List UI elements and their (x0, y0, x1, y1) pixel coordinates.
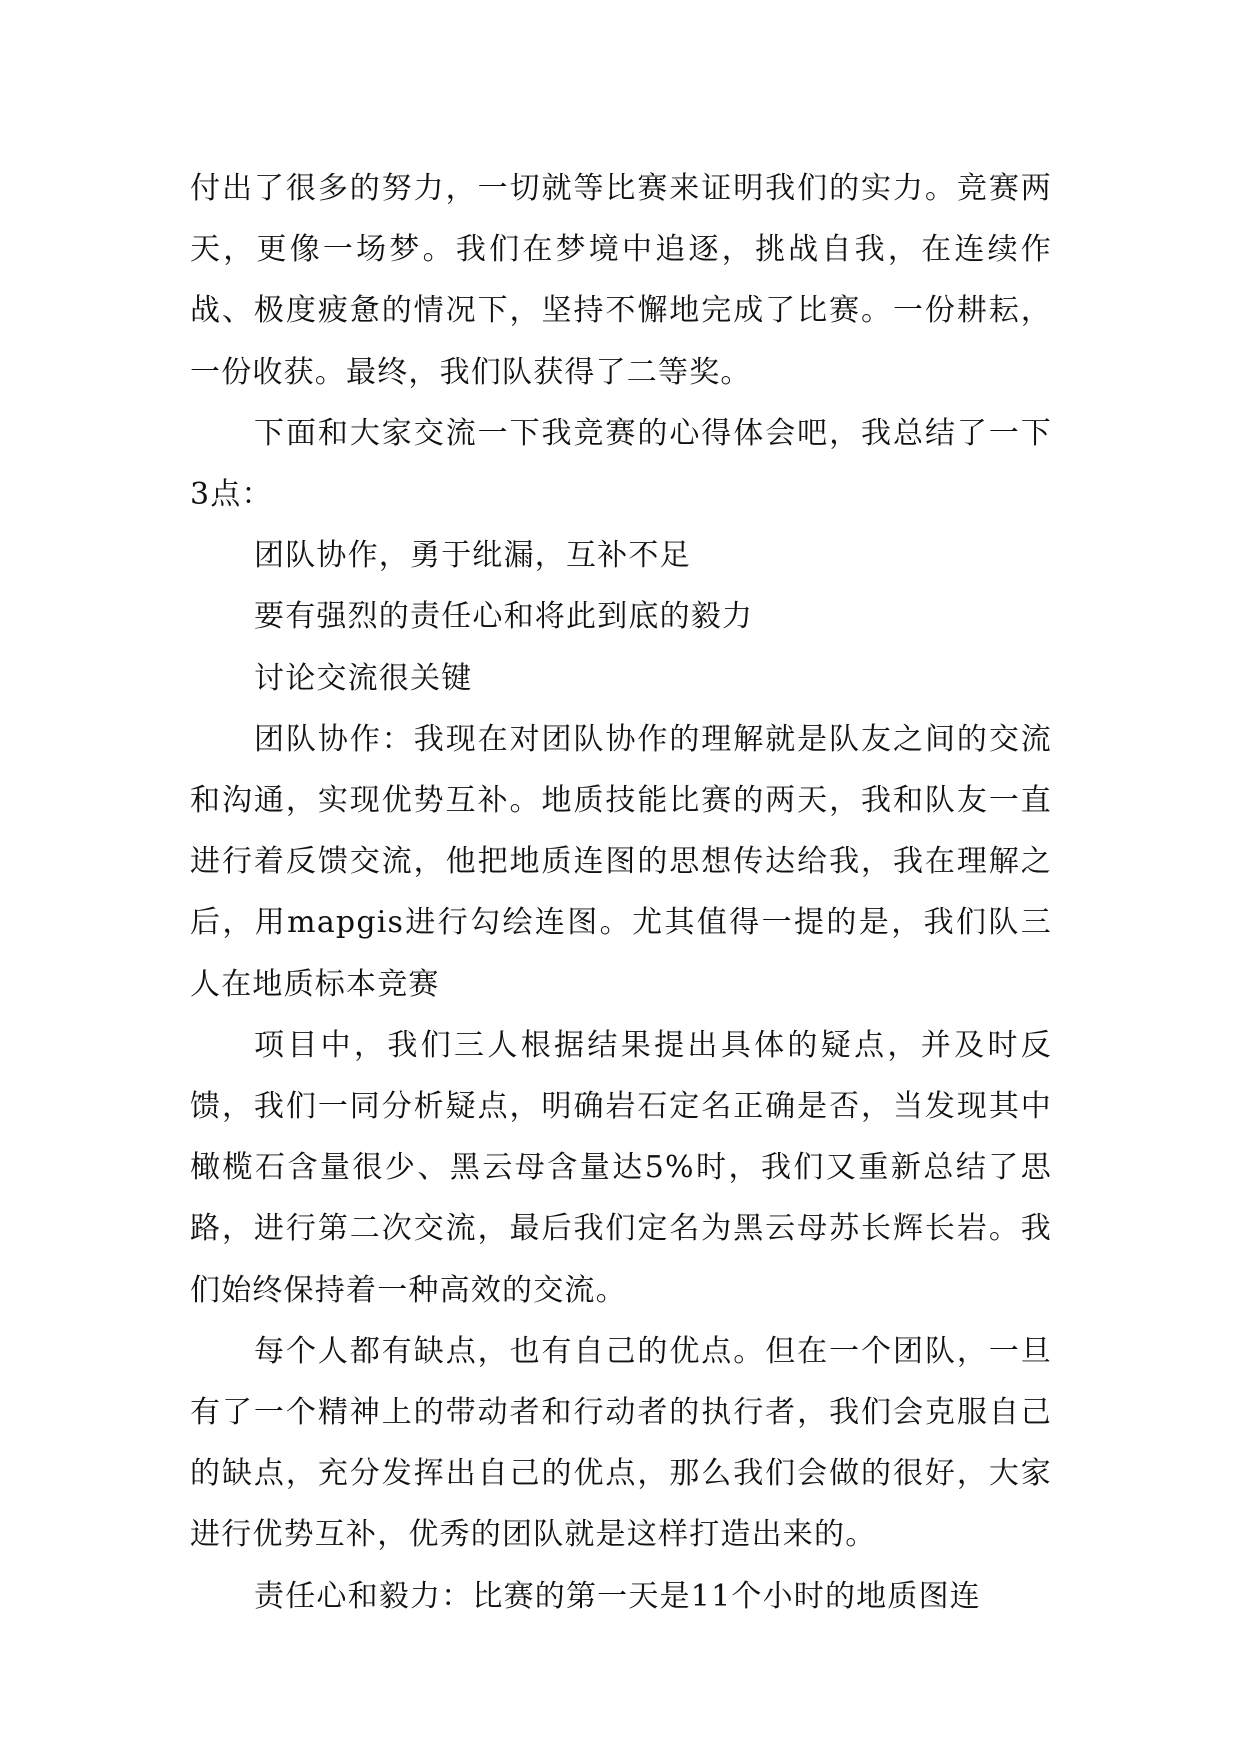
paragraph-continuation: 付出了很多的努力，一切就等比赛来证明我们的实力。竞赛两天，更像一场梦。我们在梦境中追逐，挑战自我，在连续作战、极度疲惫的情况下，坚持不懈地完成了比赛。一份耕耘，一份收获。最终，我们队获得了二等奖。 (190, 171, 1052, 390)
paragraph-specimen-project: 项目中，我们三人根据结果提出具体的疑点，并及时反馈，我们一同分析疑点，明确岩石定名正确是否，当发现其中橄榄石含量很少、黑云母含量达5%时，我们又重新总结了思路，进行第二次交流，最后我们定名为黑云母苏长辉长岩。我们始终保持着一种高效的交流。 (190, 1027, 1052, 1308)
point-responsibility: 要有强烈的责任心和将此到底的毅力 (254, 599, 754, 635)
paragraph-responsibility: 责任心和毅力：比赛的第一天是11个小时的地质图连 (254, 1578, 981, 1614)
document-body (190, 158, 1052, 1627)
paragraph-strengths-weaknesses: 每个人都有缺点，也有自己的优点。但在一个团队，一旦有了一个精神上的带动者和行动者的执行者，我们会克服自己的缺点，充分发挥出自己的优点，那么我们会做的很好，大家进行优势互补，优秀的团队就是这样打造出来的。 (190, 1333, 1052, 1553)
paragraph-summary-intro: 下面和大家交流一下我竞赛的心得体会吧，我总结了一下3点： (190, 415, 1052, 513)
point-communication: 讨论交流很关键 (254, 660, 473, 696)
paragraph-teamwork: 团队协作：我现在对团队协作的理解就是队友之间的交流和沟通，实现优势互补。地质技能比赛的两天，我和队友一直进行着反馈交流，他把地质连图的思想传达给我，我在理解之后，用mapgis进行勾绘连图。尤其值得一提的是，我们队三人在地质标本竞赛 (190, 721, 1052, 1002)
point-teamwork: 团队协作，勇于纰漏，互补不足 (254, 538, 691, 574)
